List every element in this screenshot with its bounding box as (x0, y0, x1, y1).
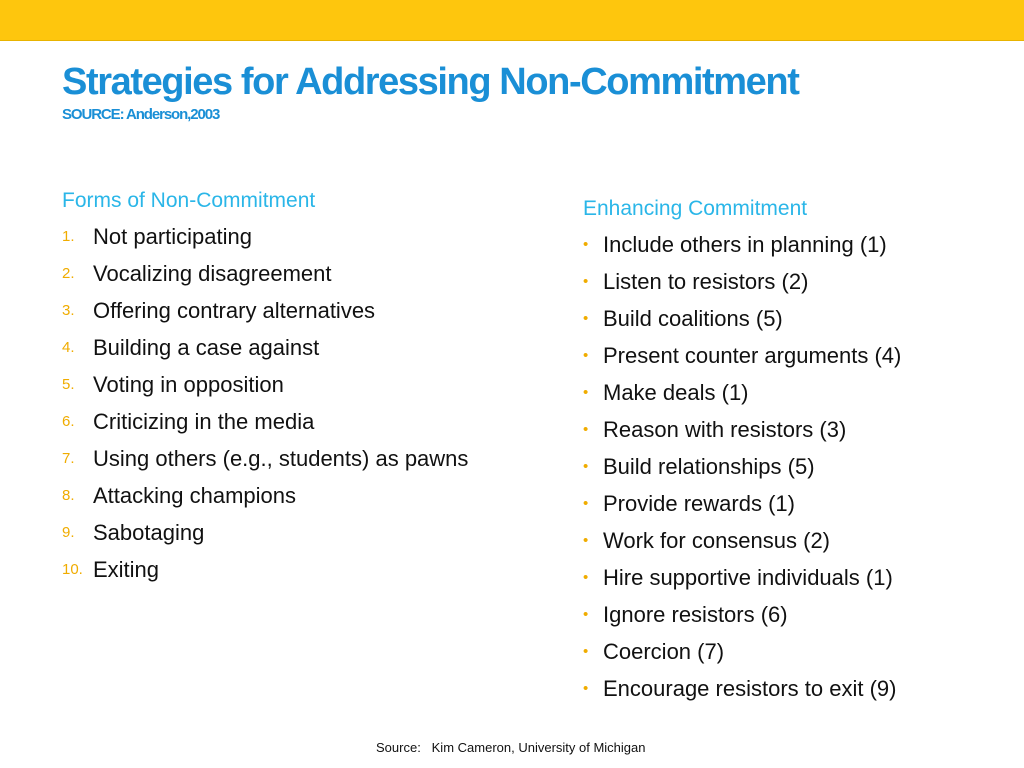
list-item (62, 366, 552, 403)
bullet-icon: • (583, 606, 589, 623)
slide-subtitle: SOURCE: Anderson,2003 (62, 106, 220, 123)
list-item-text: Build relationships (5) (603, 453, 815, 479)
list-number: 6. (62, 413, 75, 430)
list-item (62, 403, 552, 440)
list-item (583, 263, 1003, 300)
bullet-icon: • (583, 310, 589, 327)
list-item (583, 522, 1003, 559)
list-number: 5. (62, 376, 75, 393)
list-item-text: Ignore resistors (6) (603, 601, 788, 627)
bullet-icon: • (583, 458, 589, 475)
list-item (583, 670, 1003, 707)
list-number: 9. (62, 524, 75, 541)
list-number: 2. (62, 265, 75, 282)
list-item-text: Build coalitions (5) (603, 305, 783, 331)
list-item-text: Using others (e.g., students) as pawns (93, 445, 469, 471)
bullet-icon: • (583, 236, 589, 253)
list-item-text: Present counter arguments (4) (603, 342, 902, 368)
bullet-icon: • (583, 680, 589, 697)
list-item-text: Attacking champions (93, 482, 296, 508)
enhancing-commitment-column (583, 192, 1003, 707)
top-accent-band (0, 0, 1024, 41)
list-item (583, 559, 1003, 596)
list-item-text: Hire supportive individuals (1) (603, 564, 893, 590)
list-item-text: Provide rewards (1) (603, 490, 795, 516)
bullet-icon: • (583, 384, 589, 401)
list-item (62, 477, 552, 514)
list-number: 1. (62, 228, 75, 245)
list-item (62, 329, 552, 366)
list-item-text: Listen to resistors (2) (603, 268, 809, 294)
list-item-text: Make deals (1) (603, 379, 749, 405)
list-item-text: Not participating (93, 223, 252, 249)
list-item (583, 411, 1003, 448)
list-item-text: Exiting (93, 556, 160, 582)
list-number: 4. (62, 339, 75, 356)
right-column-heading: Enhancing Commitment (583, 197, 808, 220)
list-item (583, 633, 1003, 670)
non-commitment-list (62, 218, 552, 588)
list-item (62, 292, 552, 329)
list-item-text: Include others in planning (1) (603, 231, 887, 257)
list-item (62, 440, 552, 477)
list-item-text: Voting in opposition (93, 371, 284, 397)
bullet-icon: • (583, 643, 589, 660)
list-item-text: Building a case against (93, 334, 320, 360)
list-item-text: Offering contrary alternatives (93, 297, 376, 323)
list-item (583, 226, 1003, 263)
list-item-text: Vocalizing disagreement (93, 260, 332, 286)
list-item (62, 514, 552, 551)
list-item (583, 337, 1003, 374)
slide-title: Strategies for Addressing Non-Commitment (62, 61, 799, 103)
list-item-text: Criticizing in the media (93, 408, 315, 434)
enhancing-commitment-list (583, 226, 1003, 707)
list-item-text: Encourage resistors to exit (9) (603, 675, 897, 701)
list-item (62, 551, 552, 588)
bullet-icon: • (583, 421, 589, 438)
list-number: 3. (62, 302, 75, 319)
bullet-icon: • (583, 273, 589, 290)
list-item (583, 596, 1003, 633)
list-item-text: Coercion (7) (603, 638, 725, 664)
list-number: 8. (62, 487, 75, 504)
list-item-text: Work for consensus (2) (603, 527, 831, 553)
bullet-icon: • (583, 347, 589, 364)
list-item (583, 485, 1003, 522)
left-column-heading: Forms of Non-Commitment (62, 189, 316, 212)
list-number: 7. (62, 450, 75, 467)
bullet-icon: • (583, 532, 589, 549)
source-footer: Source: Kim Cameron, University of Michigan (376, 740, 646, 755)
list-item (583, 374, 1003, 411)
list-item-text: Reason with resistors (3) (603, 416, 847, 442)
list-item (62, 255, 552, 292)
list-item-text: Sabotaging (93, 519, 205, 545)
bullet-icon: • (583, 495, 589, 512)
list-number: 10. (62, 561, 83, 578)
list-item (62, 218, 552, 255)
bullet-icon: • (583, 569, 589, 586)
forms-of-non-commitment-column (62, 184, 552, 588)
list-item (583, 448, 1003, 485)
list-item (583, 300, 1003, 337)
